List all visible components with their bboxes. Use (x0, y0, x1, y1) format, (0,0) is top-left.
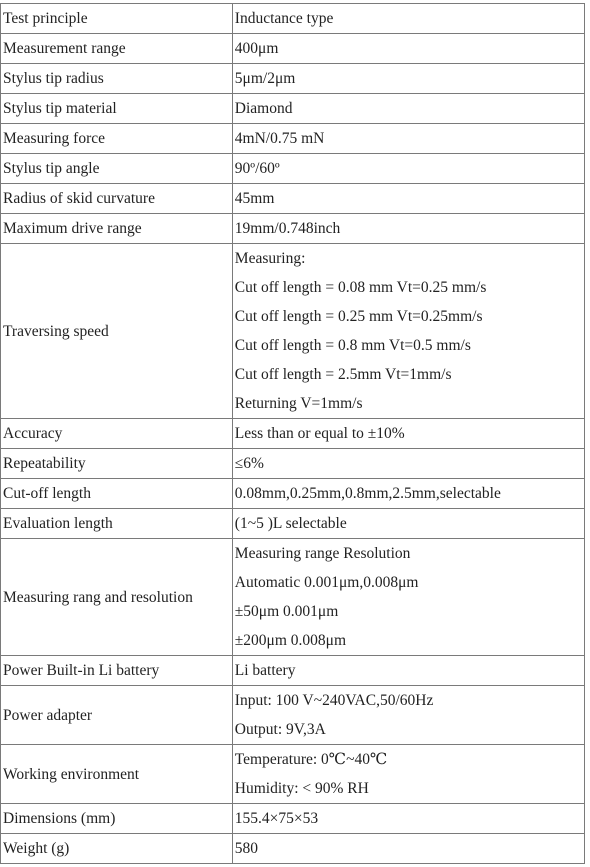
spec-value (232, 244, 584, 419)
spec-label: Measuring force (1, 124, 233, 154)
spec-value (232, 804, 584, 834)
spec-label: Dimensions (mm) (1, 804, 233, 834)
table-row (1, 94, 585, 124)
spec-label: Maximum drive range (1, 214, 233, 244)
spec-value-line: Cut off length = 0.08 mm Vt=0.25 mm/s (234, 279, 487, 296)
spec-value (232, 656, 584, 686)
spec-value (232, 124, 584, 154)
table-row (1, 804, 585, 834)
spec-value-line: Inductance type (234, 10, 334, 27)
spec-value (232, 214, 584, 244)
spec-label: Stylus tip material (1, 94, 233, 124)
spec-value (232, 509, 584, 539)
spec-value (232, 94, 584, 124)
spec-value (232, 539, 584, 656)
spec-value-line: ±50μm 0.001μm (234, 603, 339, 620)
spec-value (232, 4, 584, 34)
spec-value-line: Input: 100 V~240VAC,50/60Hz (234, 692, 434, 709)
spec-label: Working environment (1, 745, 233, 804)
table-row (1, 834, 585, 864)
spec-value-line: 0.08mm,0.25mm,0.8mm,2.5mm,selectable (234, 485, 501, 502)
spec-value-line: ≤6% (234, 455, 264, 472)
spec-label: Traversing speed (1, 244, 233, 419)
spec-value-line: Cut off length = 0.25 mm Vt=0.25mm/s (234, 308, 483, 325)
spec-value (232, 479, 584, 509)
spec-value (232, 34, 584, 64)
table-row (1, 214, 585, 244)
table-row (1, 34, 585, 64)
table-row (1, 124, 585, 154)
spec-value-line: 155.4×75×53 (234, 810, 319, 827)
table-row (1, 244, 585, 419)
spec-value (232, 419, 584, 449)
spec-value-line: 580 (234, 840, 259, 857)
spec-value-line: (1~5 )L selectable (234, 515, 347, 532)
table-row (1, 509, 585, 539)
spec-label: Cut-off length (1, 479, 233, 509)
spec-label: Power adapter (1, 686, 233, 745)
spec-value-line: 19mm/0.748inch (234, 220, 341, 237)
spec-value-line: Diamond (234, 100, 293, 117)
spec-value-line: Cut off length = 0.8 mm Vt=0.5 mm/s (234, 337, 471, 354)
table-row (1, 449, 585, 479)
spec-label: Accuracy (1, 419, 233, 449)
spec-label: Stylus tip radius (1, 64, 233, 94)
spec-label: Weight (g) (1, 834, 233, 864)
table-row (1, 184, 585, 214)
spec-value-line: 5μm/2μm (234, 70, 296, 87)
spec-value-line: Li battery (234, 662, 296, 679)
spec-value (232, 834, 584, 864)
spec-value-line: Less than or equal to ±10% (234, 425, 405, 442)
spec-value (232, 686, 584, 745)
specifications-table-body (1, 4, 585, 864)
spec-value (232, 154, 584, 184)
spec-label: Test principle (1, 4, 233, 34)
spec-value-line: Automatic 0.001μm,0.008μm (234, 574, 419, 591)
spec-value-line: Humidity: < 90% RH (234, 780, 369, 797)
specifications-table (0, 3, 585, 864)
spec-label: Evaluation length (1, 509, 233, 539)
table-row (1, 64, 585, 94)
table-row (1, 4, 585, 34)
spec-value (232, 64, 584, 94)
table-row (1, 419, 585, 449)
spec-value-line: 90º/60º (234, 160, 280, 177)
spec-value-line: Output: 9V,3A (234, 721, 326, 738)
table-row (1, 686, 585, 745)
spec-value (232, 184, 584, 214)
spec-value-line: Measuring: (234, 250, 306, 267)
spec-value (232, 449, 584, 479)
spec-label: Stylus tip angle (1, 154, 233, 184)
spec-value-line: 400μm (234, 40, 279, 57)
table-row (1, 656, 585, 686)
spec-value-line: 4mN/0.75 mN (234, 130, 325, 147)
spec-label: Measurement range (1, 34, 233, 64)
spec-value-line: Temperature: 0℃~40℃ (234, 751, 388, 768)
spec-label: Measuring rang and resolution (1, 539, 233, 656)
spec-value-line: ±200μm 0.008μm (234, 632, 347, 649)
table-row (1, 479, 585, 509)
spec-label: Power Built-in Li battery (1, 656, 233, 686)
table-row (1, 154, 585, 184)
spec-value-line: Returning V=1mm/s (234, 395, 363, 412)
spec-value-line: 45mm (234, 190, 275, 207)
spec-value-line: Measuring range Resolution (234, 545, 411, 562)
spec-value-line: Cut off length = 2.5mm Vt=1mm/s (234, 366, 452, 383)
spec-label: Repeatability (1, 449, 233, 479)
table-row (1, 539, 585, 656)
spec-value (232, 745, 584, 804)
spec-label: Radius of skid curvature (1, 184, 233, 214)
table-row (1, 745, 585, 804)
